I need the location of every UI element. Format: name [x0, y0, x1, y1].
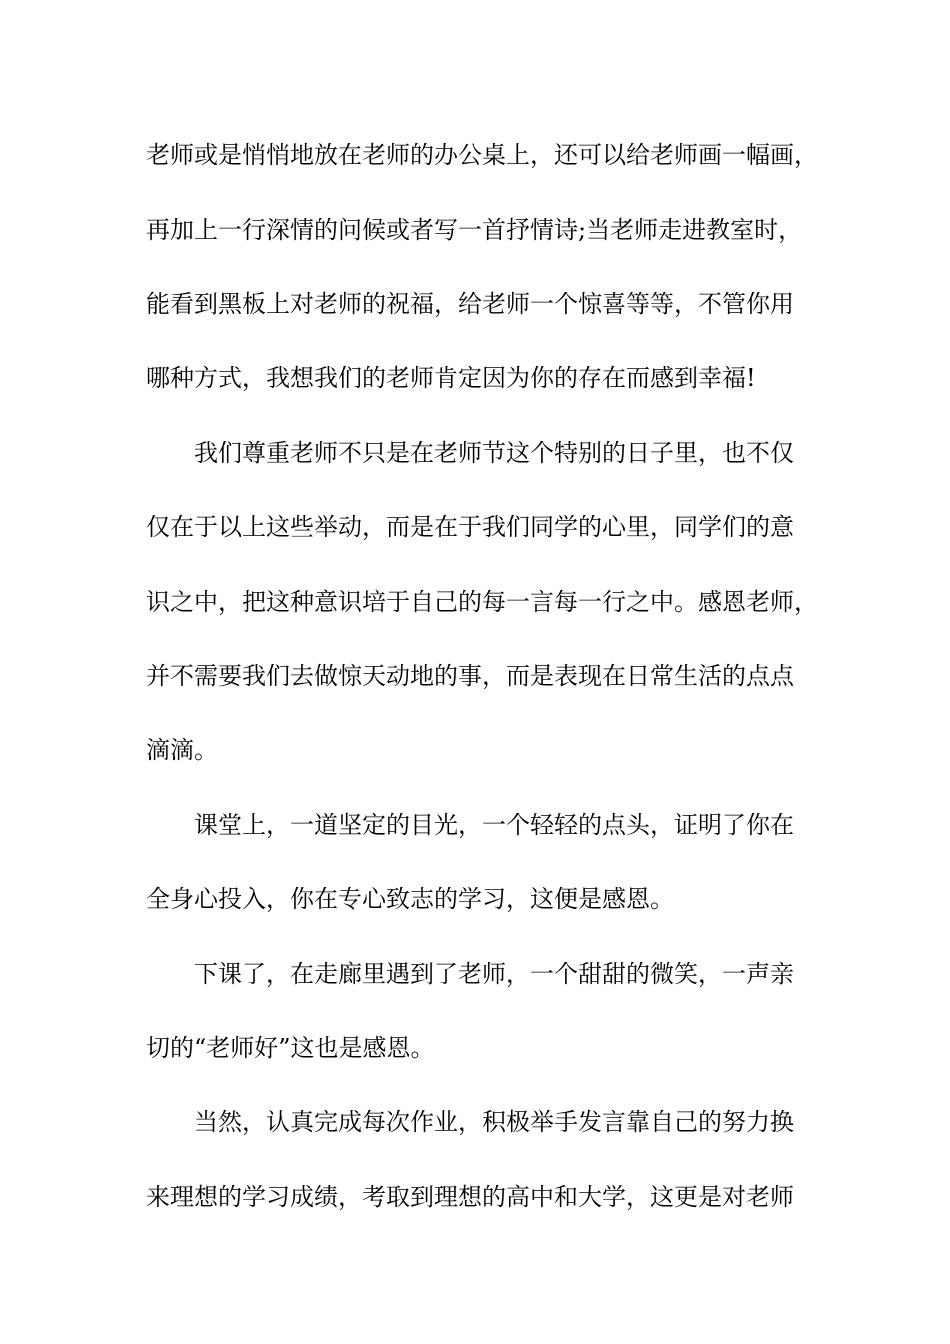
text-line: 识之中，把这种意识培于自己的每一言每一行之中。感恩老师， — [146, 588, 818, 616]
text-line: 能看到黑板上对老师的祝福，给老师一个惊喜等等，不管你用 — [146, 290, 794, 318]
text-line: 全身心投入，你在专心致志的学习，这便是感恩。 — [146, 885, 674, 913]
paragraph-first-line: 当然，认真完成每次作业，积极举手发言靠自己的努力换 — [194, 1108, 794, 1136]
text-line: 老师或是悄悄地放在老师的办公桌上，还可以给老师画一幅画， — [146, 141, 818, 169]
text-line: 切的“老师好”这也是感恩。 — [146, 1034, 435, 1062]
paragraph-first-line: 下课了，在走廊里遇到了老师，一个甜甜的微笑，一声亲 — [194, 960, 794, 988]
paragraph-first-line: 我们尊重老师不只是在老师节这个特别的日子里，也不仅 — [194, 439, 794, 467]
paragraph-first-line: 课堂上，一道坚定的目光，一个轻轻的点头，证明了你在 — [194, 811, 794, 839]
text-line: 滴滴。 — [146, 736, 218, 764]
text-line: 来理想的学习成绩，考取到理想的高中和大学，这更是对老师 — [146, 1183, 794, 1211]
text-line: 哪种方式，我想我们的老师肯定因为你的存在而感到幸福! — [146, 364, 756, 392]
text-line: 再加上一行深情的问候或者写一首抒情诗;当老师走进教室时， — [146, 216, 803, 244]
text-line: 仅在于以上这些举动，而是在于我们同学的心里，同学们的意 — [146, 513, 794, 541]
text-line: 并不需要我们去做惊天动地的事，而是表现在日常生活的点点 — [146, 662, 794, 690]
